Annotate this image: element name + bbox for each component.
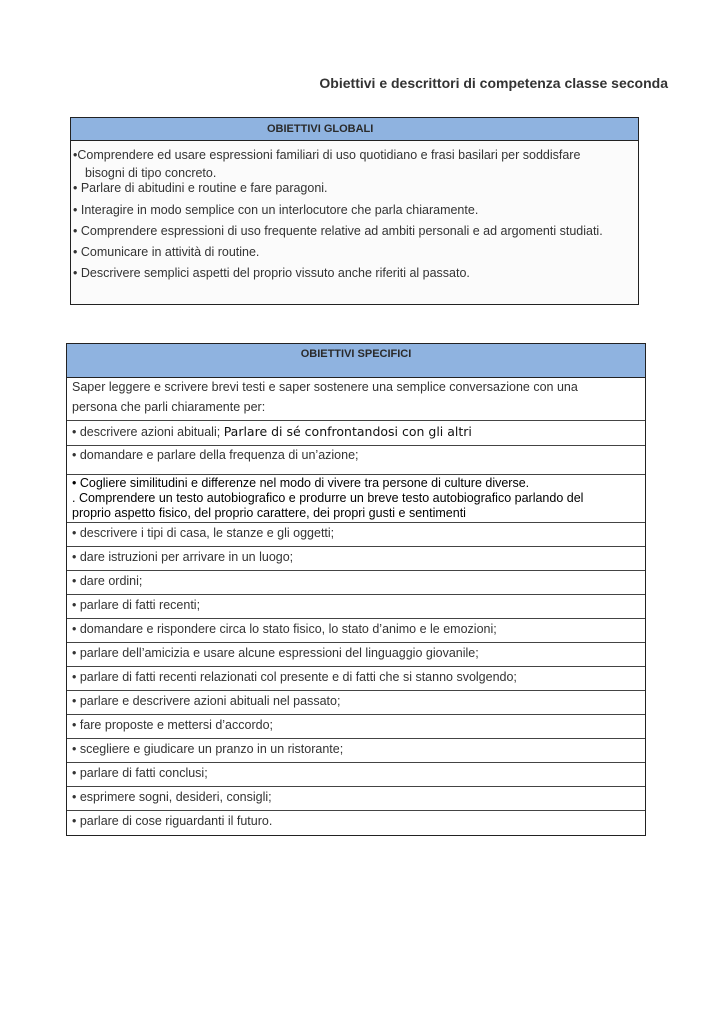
specific-row bbox=[67, 715, 645, 739]
specific-row bbox=[67, 523, 645, 547]
specific-row-text: • fare proposte e mettersi d’accordo; bbox=[72, 718, 274, 732]
specific-row bbox=[67, 811, 645, 835]
specific-row-text: • descrivere azioni abituali; bbox=[72, 425, 224, 439]
specific-intro-line-2: persona che parli chiaramente per: bbox=[72, 400, 266, 414]
specific-row-text: • parlare di fatti conclusi; bbox=[72, 766, 208, 780]
specific-objectives-table bbox=[66, 343, 646, 836]
specific-row-culture-line-2: . Comprendere un testo autobiografico e produrre un breve testo autobiografico parlando del bbox=[72, 491, 584, 505]
global-item-5: • Comunicare in attività di routine. bbox=[73, 245, 260, 259]
global-item-1-line-1: •Comprendere ed usare espressioni familiari di uso quotidiano e frasi basilari per soddisfare bbox=[73, 148, 581, 162]
specific-row-text: • scegliere e giudicare un pranzo in un ristorante; bbox=[72, 742, 344, 756]
specific-row bbox=[67, 691, 645, 715]
global-item-1-line-2: bisogni di tipo concreto. bbox=[85, 166, 217, 180]
specific-row-text: • parlare dell’amicizia e usare alcune espressioni del linguaggio giovanile; bbox=[72, 646, 479, 660]
specific-row bbox=[67, 763, 645, 787]
specific-row bbox=[67, 446, 645, 475]
specific-row-culture-line-1: • Cogliere similitudini e differenze nel modo di vivere tra persone di culture diverse. bbox=[72, 476, 530, 490]
specific-row-text: • parlare di cose riguardanti il futuro. bbox=[72, 814, 273, 828]
specific-objectives-header: OBIETTIVI SPECIFICI bbox=[67, 344, 645, 378]
global-item-6: • Descrivere semplici aspetti del proprio vissuto anche riferiti al passato. bbox=[73, 266, 470, 280]
specific-row-text-extra: Parlare di sé confrontandosi con gli altri bbox=[223, 424, 472, 439]
global-item-2: • Parlare di abitudini e routine e fare paragoni. bbox=[73, 181, 328, 195]
global-objectives-header: OBIETTIVI GLOBALI bbox=[71, 118, 638, 141]
specific-row bbox=[67, 739, 645, 763]
specific-row bbox=[67, 547, 645, 571]
specific-row-culture-line-3: proprio aspetto fisico, del proprio carattere, dei propri gusti e sentimenti bbox=[72, 506, 466, 520]
specific-row-text: • domandare e parlare della frequenza di un’azione; bbox=[72, 448, 359, 462]
specific-row bbox=[67, 421, 645, 446]
global-objectives-table bbox=[70, 117, 639, 305]
specific-row-text: • esprimere sogni, desideri, consigli; bbox=[72, 790, 272, 804]
specific-intro-row bbox=[67, 378, 645, 421]
specific-row-text: • dare ordini; bbox=[72, 574, 143, 588]
specific-row bbox=[67, 667, 645, 691]
global-item-3: • Interagire in modo semplice con un interlocutore che parla chiaramente. bbox=[73, 203, 479, 217]
specific-row-text: • dare istruzioni per arrivare in un luogo; bbox=[72, 550, 294, 564]
specific-row bbox=[67, 619, 645, 643]
specific-row bbox=[67, 643, 645, 667]
global-item-4: • Comprendere espressioni di uso frequente relative ad ambiti personali e ad argomenti studiati. bbox=[73, 224, 603, 238]
specific-row bbox=[67, 571, 645, 595]
specific-row bbox=[67, 787, 645, 811]
specific-intro-line-1: Saper leggere e scrivere brevi testi e saper sostenere una semplice conversazione con una bbox=[72, 380, 578, 394]
specific-row bbox=[67, 595, 645, 619]
specific-row-text: • parlare e descrivere azioni abituali nel passato; bbox=[72, 694, 341, 708]
page-title: Obiettivi e descrittori di competenza classe seconda bbox=[319, 75, 668, 91]
specific-row-text: • parlare di fatti recenti relazionati col presente e di fatti che si stanno svolgendo; bbox=[72, 670, 517, 684]
specific-row-text: • domandare e rispondere circa lo stato fisico, lo stato d’animo e le emozioni; bbox=[72, 622, 497, 636]
specific-row-text: • descrivere i tipi di casa, le stanze e gli oggetti; bbox=[72, 526, 335, 540]
specific-row-culture bbox=[67, 475, 645, 523]
specific-row-text: • parlare di fatti recenti; bbox=[72, 598, 201, 612]
